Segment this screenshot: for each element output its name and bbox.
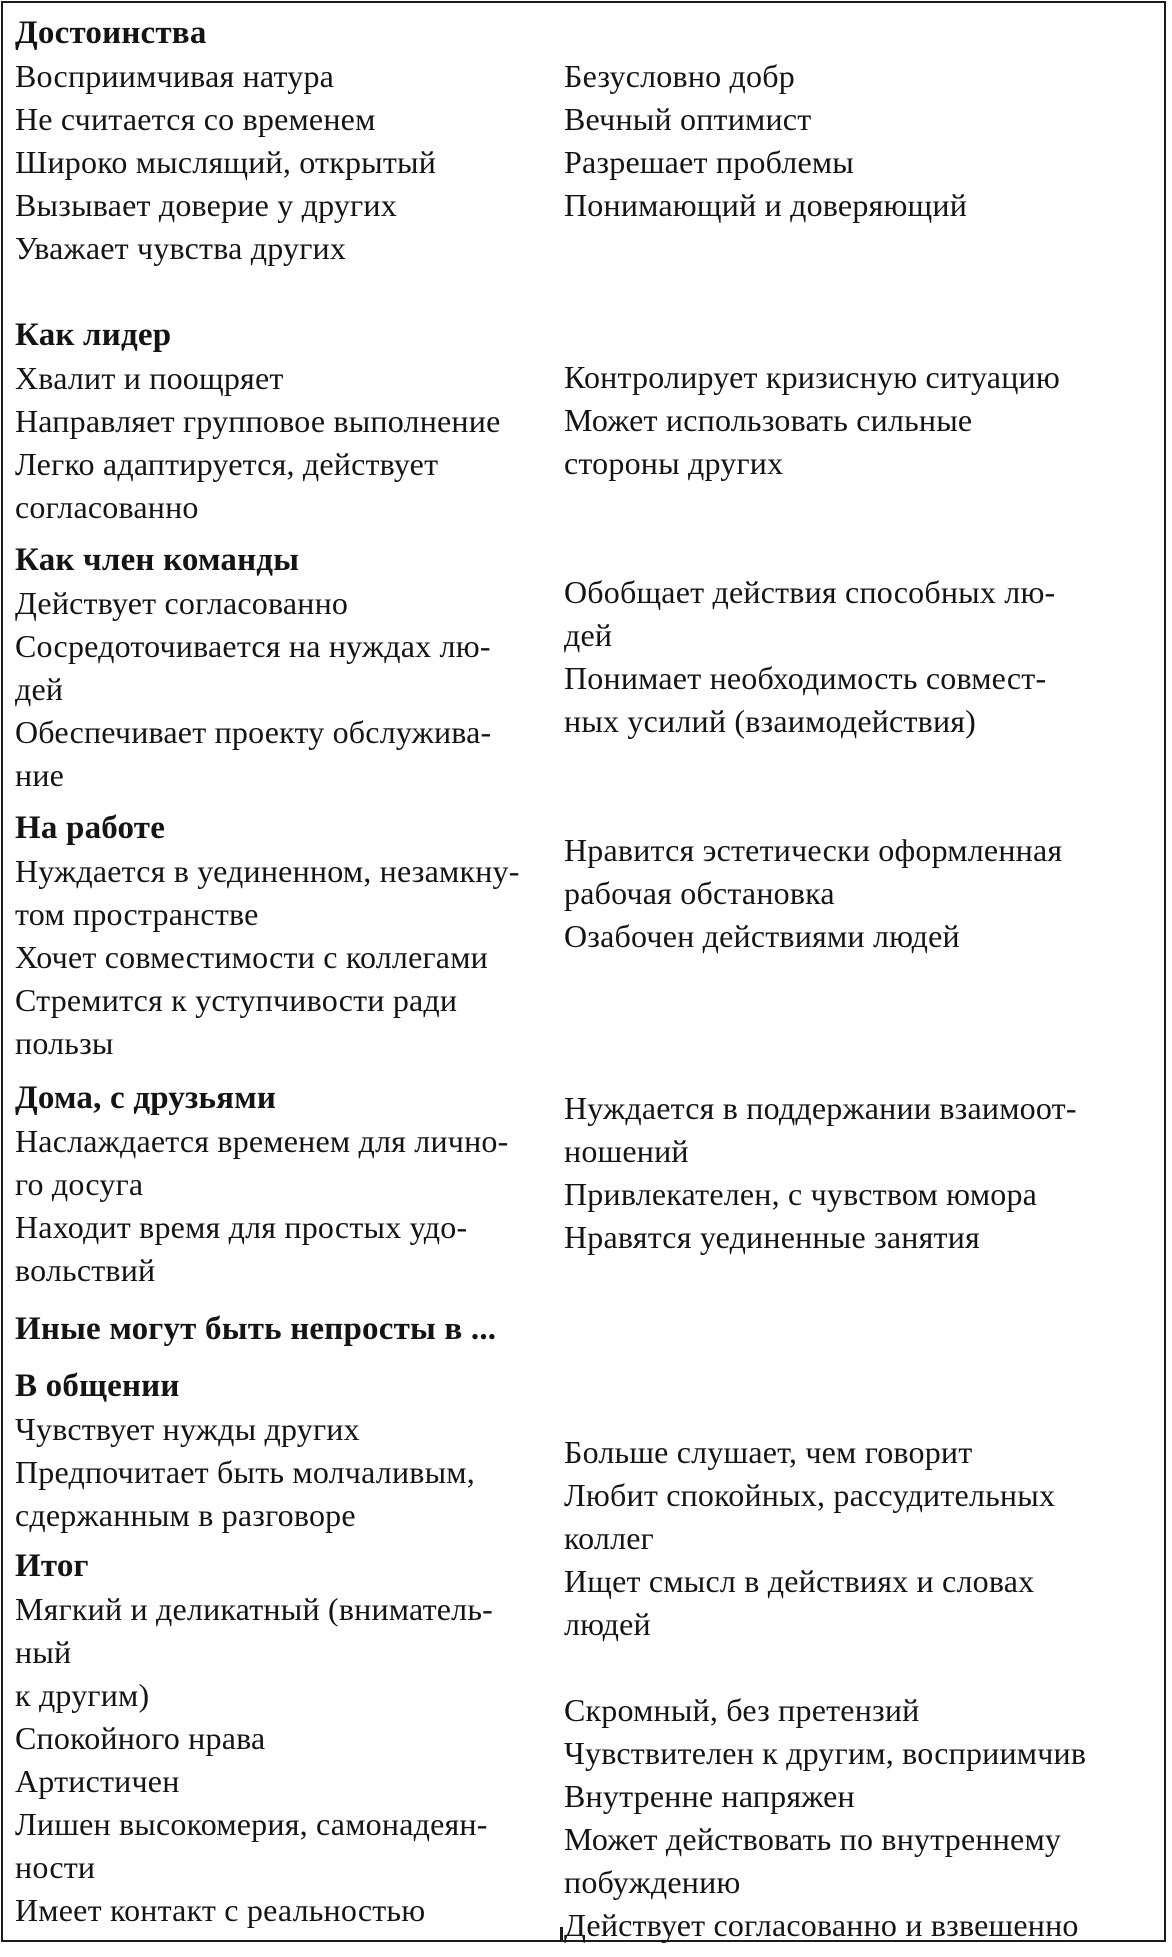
trait-line: пользы — [15, 1025, 114, 1061]
trait-line: к другим) — [15, 1677, 150, 1713]
trait-line: ный — [15, 1634, 72, 1670]
trait-line: дей — [15, 671, 64, 707]
trait-line: сдержанным в разговоре — [15, 1497, 356, 1533]
trait-line: ных усилий (взаимодействия) — [564, 703, 977, 739]
trait-line: Мягкий и деликатный (вниматель- — [15, 1591, 493, 1627]
section-header: Дома, с друзьями — [15, 1080, 277, 1116]
trait-line: Предпочитает быть молчаливым, — [15, 1454, 475, 1490]
trait-line: Лишен высокомерия, самонадеян- — [15, 1806, 488, 1842]
blank-line — [564, 786, 1162, 829]
trait-line: Нравится эстетически оформленная — [564, 832, 1063, 868]
trait-line: Сосредоточивается на нуждах лю- — [15, 628, 491, 664]
blank-line — [564, 270, 1162, 313]
traits-table — [1, 1, 1166, 1942]
blank-line — [564, 485, 1162, 528]
table-body — [3, 3, 1164, 1943]
trait-line: Ищет смысл в действиях и словах — [564, 1563, 1035, 1599]
trait-line: ние — [15, 757, 65, 793]
blank-line — [564, 1001, 1162, 1044]
trait-line: Обобщает действия способных лю- — [564, 574, 1056, 610]
blank-line — [564, 528, 1162, 571]
section-5 — [15, 1308, 559, 1351]
blank-line — [564, 1646, 1162, 1689]
trait-line: Чувствителен к другим, восприимчив — [564, 1735, 1087, 1771]
section-3 — [15, 807, 559, 1065]
section-header: Как член команды — [15, 542, 300, 578]
trait-line: рабочая обстановка — [564, 875, 835, 911]
trait-line: Вечный оптимист — [564, 101, 812, 137]
blank-line — [564, 743, 1162, 786]
trait-line: Легко адаптируется, действует — [15, 446, 439, 482]
trait-line: том пространстве — [15, 896, 259, 932]
trait-line: вольствий — [15, 1252, 156, 1288]
column-divider-tick — [560, 1927, 563, 1942]
section-4 — [15, 1077, 559, 1292]
trait-line: Действует согласованно — [15, 585, 349, 621]
blank-line — [564, 1345, 1162, 1388]
trait-line: Нравятся уединенные занятия — [564, 1219, 980, 1255]
section-1 — [15, 314, 559, 529]
trait-line: го досуга — [15, 1166, 144, 1202]
trait-line: Может действовать по внутреннему — [564, 1821, 1062, 1857]
trait-line: Хочет совместимости с коллегами — [15, 939, 488, 975]
trait-line: Наслаждается временем для лично- — [15, 1123, 509, 1159]
trait-line: Понимающий и доверяющий — [564, 187, 968, 223]
trait-line: Разрешает проблемы — [564, 144, 855, 180]
blank-line — [564, 1044, 1162, 1087]
trait-line: Спокойного нрава — [15, 1720, 266, 1756]
section-header: Как лидер — [15, 317, 172, 353]
section-header: В общении — [15, 1368, 180, 1404]
blank-line — [564, 12, 1162, 55]
trait-line: Безусловно добр — [564, 58, 795, 94]
trait-line: Уважает чувства других — [15, 230, 347, 266]
blank-line — [564, 1302, 1162, 1345]
section-6 — [15, 1365, 559, 1537]
trait-line: людей — [564, 1606, 651, 1642]
trait-line: ности — [15, 1849, 96, 1885]
trait-line: Действует согласованно и взвешенно — [564, 1907, 1079, 1943]
trait-line: Направляет групповое выполнение — [15, 403, 501, 439]
trait-line: Широко мыслящий, открытый — [15, 144, 437, 180]
trait-line: Вызывает доверие у других — [15, 187, 397, 223]
trait-line: Чувствует нужды других — [15, 1411, 360, 1447]
section-7 — [15, 1545, 559, 1932]
trait-line: Больше слушает, чем говорит — [564, 1434, 973, 1470]
trait-line: Контролирует кризисную ситуацию — [564, 359, 1060, 395]
blank-line — [564, 1259, 1162, 1302]
trait-line: Нуждается в поддержании взаимоот- — [564, 1090, 1077, 1126]
trait-line: Озабочен действиями людей — [564, 918, 960, 954]
trait-line: Находит время для простых удо- — [15, 1209, 468, 1245]
section-header: На работе — [15, 810, 166, 846]
blank-line — [564, 958, 1162, 1001]
blank-line — [564, 227, 1162, 270]
section-header: Достоинства — [15, 15, 207, 51]
trait-line: Любит спокойных, рассудительных — [564, 1477, 1056, 1513]
trait-line: Скромный, без претензий — [564, 1692, 920, 1728]
trait-line: Обеспечивает проекту обслужива- — [15, 714, 492, 750]
left-column — [15, 12, 559, 1932]
trait-line: Артистичен — [15, 1763, 180, 1799]
trait-line: стороны других — [564, 445, 784, 481]
trait-line: дей — [564, 617, 613, 653]
trait-line: Имеет контакт с реальностью — [15, 1892, 426, 1928]
trait-line: согласованно — [15, 489, 199, 525]
trait-line: Не считается со временем — [15, 101, 376, 137]
section-0 — [15, 12, 559, 270]
right-column — [564, 12, 1162, 1947]
section-header: Итог — [15, 1548, 89, 1584]
trait-line: ношений — [564, 1133, 689, 1169]
blank-line — [564, 1388, 1162, 1431]
trait-line: Может использовать сильные — [564, 402, 973, 438]
trait-line: Нуждается в уединенном, незамкну- — [15, 853, 520, 889]
trait-line: побуждению — [564, 1864, 741, 1900]
trait-line: Хвалит и поощряет — [15, 360, 284, 396]
section-2 — [15, 539, 559, 797]
trait-line: Внутренне напряжен — [564, 1778, 855, 1814]
section-header: Иные могут быть непросты в ... — [15, 1311, 497, 1347]
blank-line — [564, 313, 1162, 356]
trait-line: коллег — [564, 1520, 654, 1556]
trait-line: Стремится к уступчивости ради — [15, 982, 458, 1018]
trait-line: Восприимчивая натура — [15, 58, 335, 94]
trait-line: Привлекателен, с чувством юмора — [564, 1176, 1038, 1212]
trait-line: Понимает необходимость совмест- — [564, 660, 1047, 696]
